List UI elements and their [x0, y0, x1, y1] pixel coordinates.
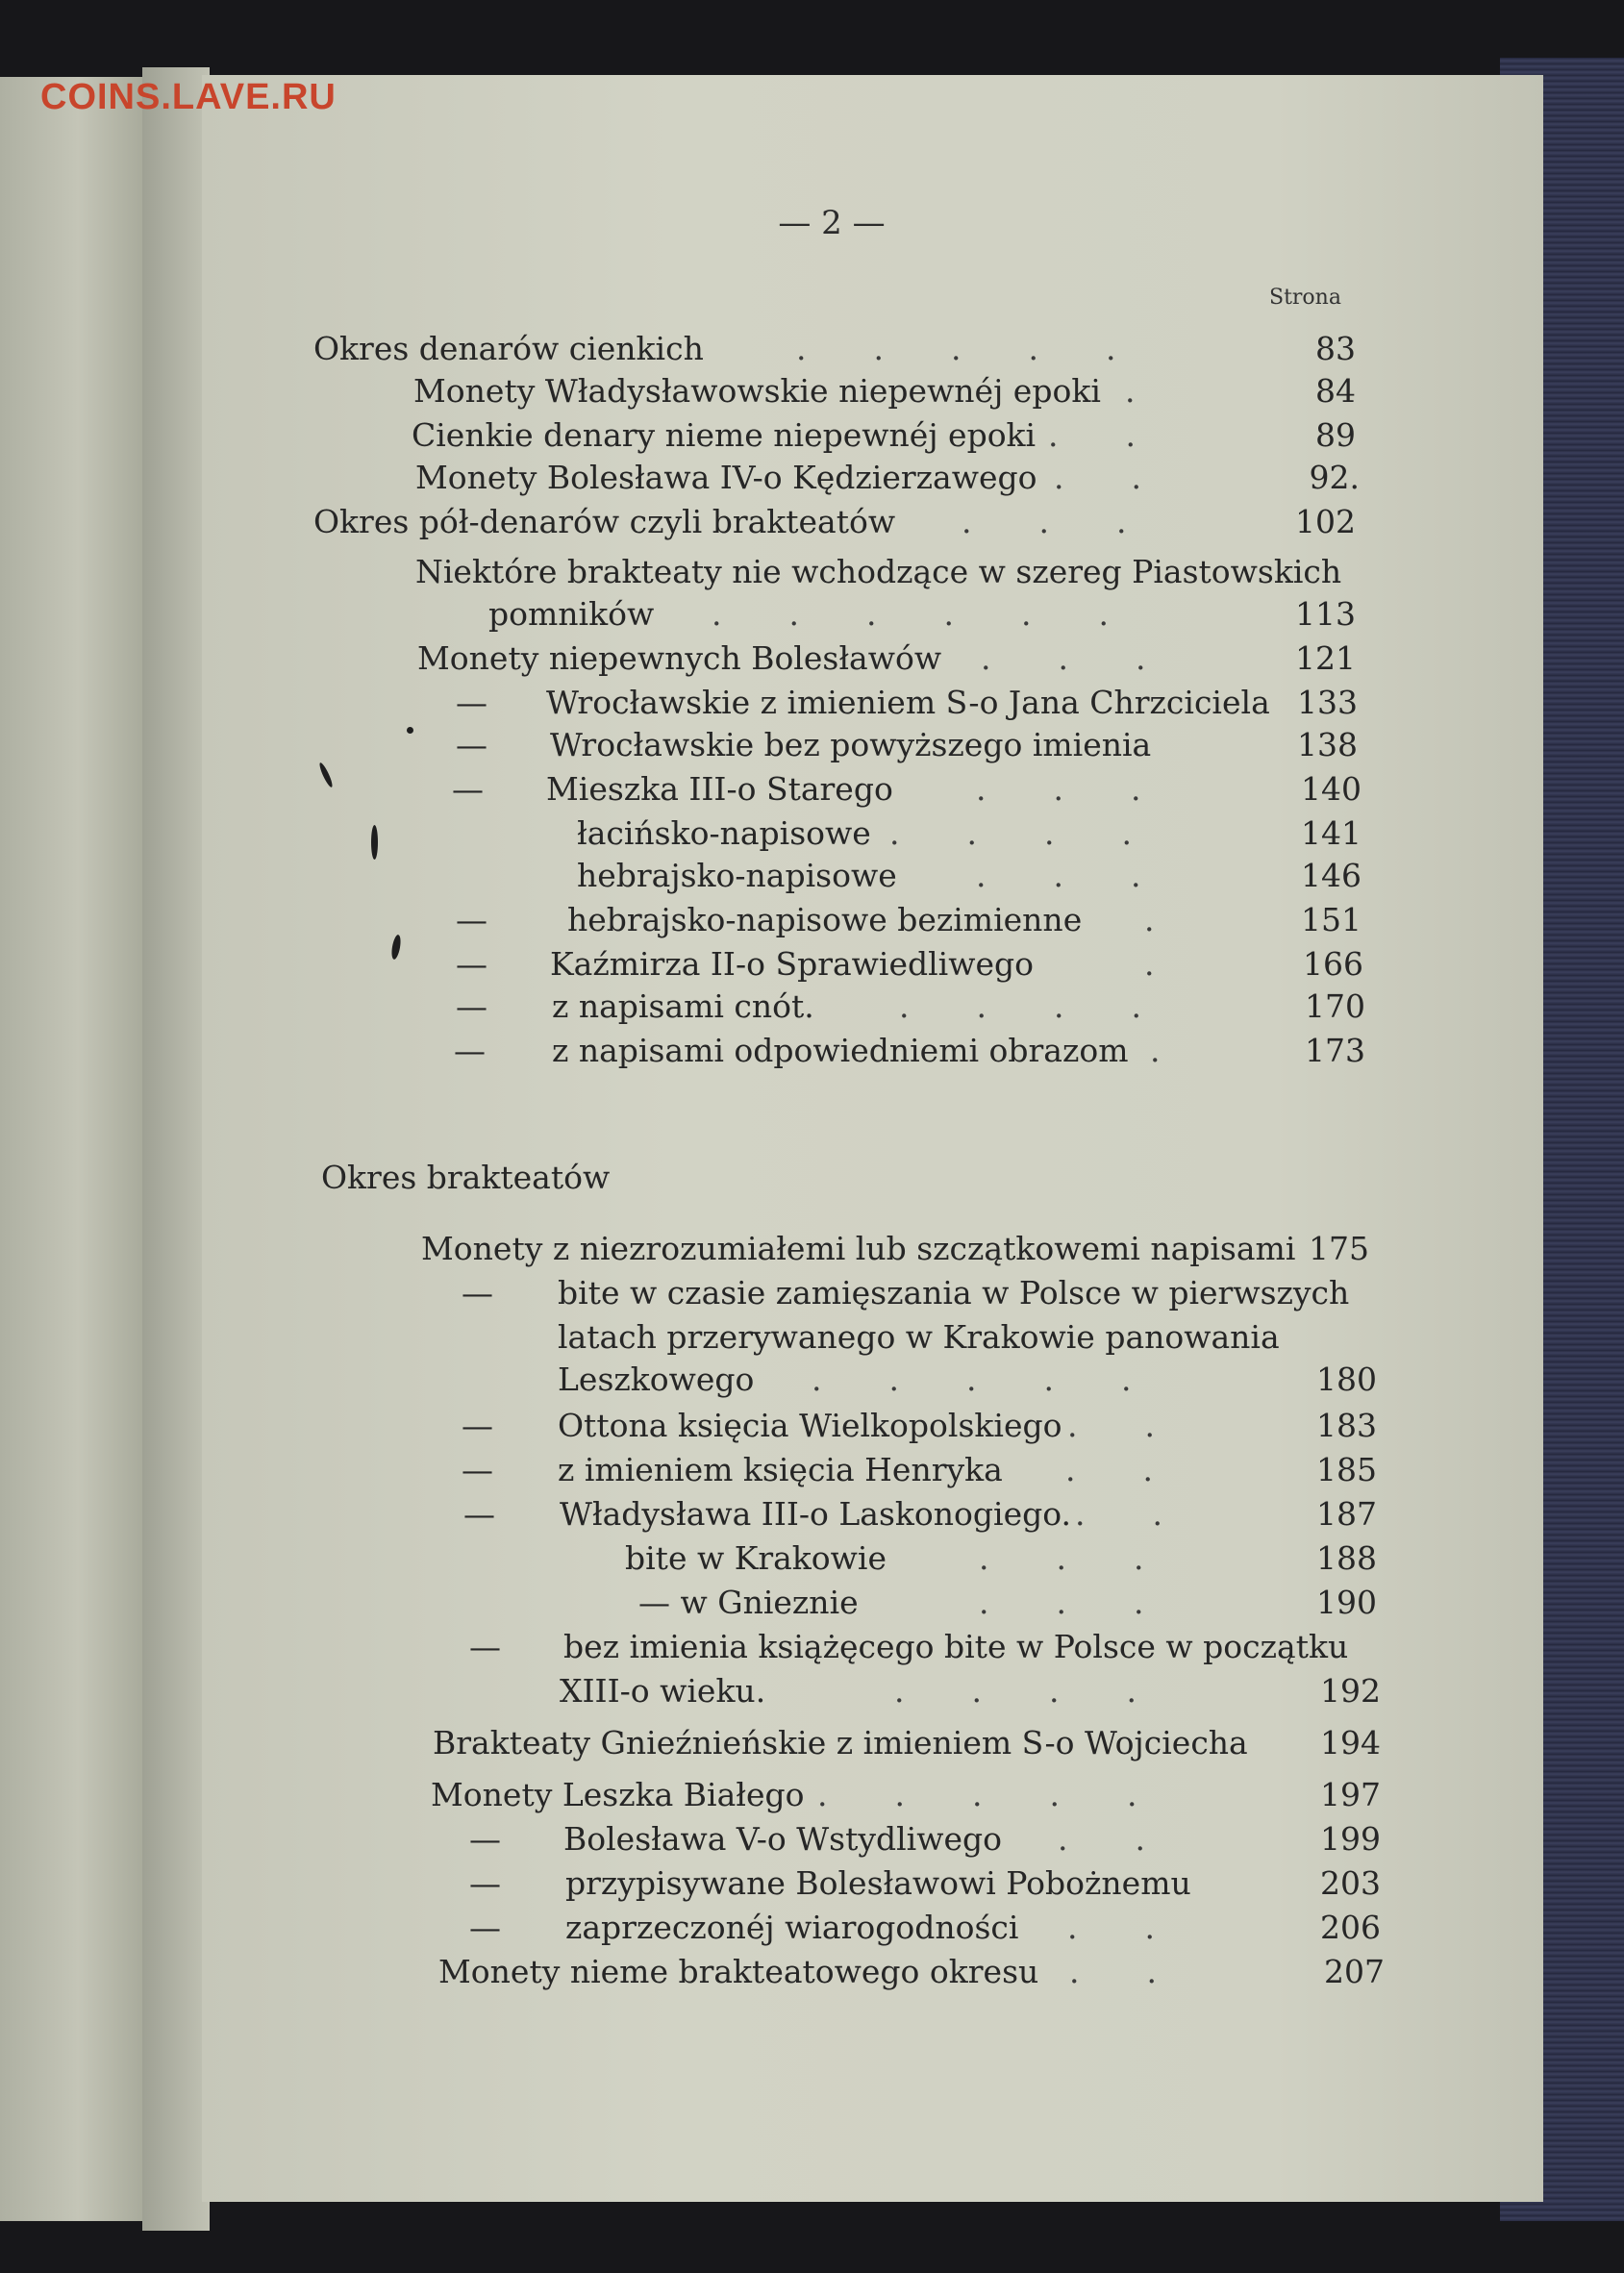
leader-dots: . [1144, 901, 1222, 938]
toc-entry-dash: — [469, 1864, 501, 1902]
toc-entry [0, 812, 1500, 856]
toc-entry-title: latach przerywanego w Krakowie panowania [558, 1318, 1280, 1356]
toc-entry-page: 113 [1295, 595, 1356, 633]
toc-entry [0, 1906, 1500, 1950]
toc-entry-title: Monety Władysławowskie niepewnéj epoki [413, 372, 1101, 410]
toc-entry [0, 767, 1500, 812]
toc-entry [0, 723, 1500, 767]
toc-entry [0, 1669, 1500, 1713]
toc-entry-page: 83 [1315, 330, 1356, 367]
toc-entry-page: 84 [1315, 372, 1356, 410]
toc-entry [0, 1581, 1500, 1625]
toc-entry-title: Monety Bolesława IV-o Kędzierzawego [415, 459, 1037, 496]
leader-dots: .. [1067, 1407, 1222, 1444]
page-number: — 2 — [778, 204, 886, 242]
leader-dots: .. [1075, 1495, 1230, 1533]
leader-dots: . [1144, 945, 1222, 983]
toc-entry-page: 92. [1309, 459, 1360, 496]
toc-entry-dash: — [456, 684, 487, 721]
toc-entry-title: Ottona księcia Wielkopolskiego [558, 1407, 1062, 1444]
toc-entry-title: Mieszka III-o Starego [546, 770, 893, 808]
toc-entry [0, 592, 1500, 637]
toc-entry-page: 187 [1316, 1495, 1377, 1533]
toc-entry-page: 203 [1320, 1864, 1381, 1902]
toc-entry-title: hebrajsko-napisowe [577, 857, 897, 894]
toc-entry-dash: — [462, 1451, 493, 1488]
toc-entry-page: 121 [1295, 639, 1356, 677]
toc-entry-title: zaprzeczonéj wiarogodności [565, 1909, 1019, 1946]
toc-entry-title: bite w Krakowie [625, 1539, 887, 1577]
toc-entry-page: 185 [1316, 1451, 1377, 1488]
toc-entry-title: Wrocławskie z imieniem S-o Jana Chrzciciela [546, 684, 1270, 721]
toc-entry-title: przypisywane Bolesławowi Pobożnemu [565, 1864, 1191, 1902]
toc-entry [0, 681, 1500, 725]
toc-entry [0, 985, 1500, 1029]
toc-entry-dash: — [452, 770, 484, 808]
leader-dots: . [1150, 1032, 1228, 1069]
toc-entry-page: 199 [1320, 1820, 1381, 1858]
toc-entry [0, 1817, 1500, 1861]
toc-entry-page: 194 [1320, 1724, 1381, 1761]
toc-entry-page: 170 [1305, 987, 1365, 1025]
toc-entry [0, 637, 1500, 681]
toc-entry-page: 206 [1320, 1909, 1381, 1946]
toc-entry-title: Niektóre brakteaty nie wchodzące w szereg Piastowskich [415, 553, 1342, 590]
toc-entry-page: 146 [1301, 857, 1362, 894]
toc-entry-title: z napisami cnót. [552, 987, 814, 1025]
toc-entry-title: bite w czasie zamięszania w Polsce w pierwszych [558, 1274, 1350, 1311]
leader-dots: ..... [817, 1776, 1205, 1813]
toc-entry-page: 175 [1309, 1230, 1369, 1267]
leader-dots: . [1125, 372, 1203, 410]
toc-entry [0, 456, 1500, 500]
toc-entry-dash: — [469, 1628, 501, 1665]
toc-entry [0, 1950, 1500, 1994]
toc-entry [0, 1156, 1500, 1200]
leader-dots: ..... [796, 330, 1184, 367]
toc-entry [0, 1271, 1500, 1315]
toc-entry [0, 942, 1500, 987]
toc-entry-page: 173 [1305, 1032, 1365, 1069]
toc-entry-dash: — [462, 1274, 493, 1311]
toc-entry-title: Okres pół-denarów czyli brakteatów [313, 503, 896, 540]
leader-dots: ... [976, 770, 1209, 808]
toc-entry-page: 138 [1297, 726, 1358, 763]
leader-dots: .. [1069, 1953, 1224, 1990]
toc-entry-title: Monety z niezrozumiałemi lub szczątkowemi napisami [421, 1230, 1296, 1267]
toc-entry-dash: — [469, 1909, 501, 1946]
toc-entry-title: z napisami odpowiedniemi obrazom [552, 1032, 1129, 1069]
toc-entry [0, 1315, 1500, 1360]
leader-dots: .... [894, 1672, 1204, 1710]
toc-entry-page: 192 [1320, 1672, 1381, 1710]
toc-entry-page: 188 [1316, 1539, 1377, 1577]
toc-entry-dash: — [463, 1495, 495, 1533]
leader-dots: .... [889, 814, 1199, 852]
toc-entry-title: Okres denarów cienkich [313, 330, 704, 367]
leader-dots: ... [979, 1539, 1212, 1577]
leader-dots: .. [1067, 1909, 1222, 1946]
toc-entry-title: — w Gnieznie [638, 1584, 859, 1621]
toc-entry-title: Okres brakteatów [321, 1159, 611, 1196]
toc-entry [0, 500, 1500, 544]
toc-entry-title: z imieniem księcia Henryka [558, 1451, 1003, 1488]
leader-dots: .. [1048, 416, 1203, 454]
leader-dots: .. [1054, 459, 1209, 496]
watermark: COINS.LAVE.RU [40, 77, 337, 117]
toc-entry-page: 102 [1295, 503, 1356, 540]
toc-entry [0, 1721, 1500, 1765]
leader-dots: ...... [712, 595, 1176, 633]
toc-entry-page: 190 [1316, 1584, 1377, 1621]
toc-entry [0, 369, 1500, 413]
leader-dots: ... [962, 503, 1194, 540]
toc-entry [0, 1625, 1500, 1669]
toc-entry-title: Bolesława V-o Wstydliwego [563, 1820, 1002, 1858]
leader-dots: ..... [812, 1361, 1199, 1398]
toc-entry [0, 1227, 1500, 1271]
toc-entry-dash: — [456, 987, 487, 1025]
toc-entry-title: pomników [488, 595, 655, 633]
toc-entry-page: 140 [1301, 770, 1362, 808]
toc-entry [0, 327, 1500, 371]
leader-dots: ... [976, 857, 1209, 894]
toc-entry-title: łacińsko-napisowe [577, 814, 871, 852]
toc-entry [0, 1492, 1500, 1536]
toc-entry [0, 413, 1500, 458]
toc-entry-page: 141 [1301, 814, 1362, 852]
toc-entry-page: 180 [1316, 1361, 1377, 1398]
toc-entry-page: 151 [1301, 901, 1362, 938]
toc-entry-page: 183 [1316, 1407, 1377, 1444]
toc-entry-title: Monety nieme brakteatowego okresu [438, 1953, 1039, 1990]
toc-entry-title: Kaźmirza II-o Sprawiedliwego [550, 945, 1034, 983]
toc-entry-page: 197 [1320, 1776, 1381, 1813]
toc-entry [0, 1358, 1500, 1402]
toc-entry-title: hebrajsko-napisowe bezimienne [567, 901, 1083, 938]
toc-entry [0, 550, 1500, 594]
toc-entry [0, 1861, 1500, 1906]
toc-entry-page: 133 [1297, 684, 1358, 721]
toc-entry [0, 1773, 1500, 1817]
toc-entry-page: 207 [1324, 1953, 1385, 1990]
toc-entry [0, 854, 1500, 898]
toc-entry [0, 1404, 1500, 1448]
toc-entry-page: 166 [1303, 945, 1363, 983]
column-header-strona: Strona [1269, 286, 1341, 310]
leader-dots: .... [899, 987, 1209, 1025]
toc-entry-dash: — [454, 1032, 486, 1069]
toc-entry-dash: — [456, 945, 487, 983]
leader-dots: .. [1058, 1820, 1212, 1858]
leader-dots: ... [981, 639, 1213, 677]
toc-entry-title: Monety niepewnych Bolesławów [417, 639, 942, 677]
toc-entry-dash: — [462, 1407, 493, 1444]
toc-entry [0, 1536, 1500, 1581]
toc-entry-title: Leszkowego [558, 1361, 755, 1398]
toc-entry-title: Monety Leszka Białego [431, 1776, 805, 1813]
toc-entry-title: Brakteaty Gnieźnieńskie z imieniem S-o Wojciecha [433, 1724, 1248, 1761]
toc-entry [0, 1029, 1500, 1073]
toc-entry [0, 898, 1500, 942]
toc-entry-dash: — [456, 901, 487, 938]
toc-entry-dash: — [469, 1820, 501, 1858]
toc-entry-title: XIII-o wieku. [560, 1672, 766, 1710]
toc-entry-title: Wrocławskie bez powyższego imienia [550, 726, 1152, 763]
toc-entry [0, 1448, 1500, 1492]
toc-entry-title: bez imienia książęcego bite w Polsce w początku [563, 1628, 1349, 1665]
leader-dots: ... [979, 1584, 1212, 1621]
toc-entry-title: Cienkie denary nieme niepewnéj epoki [412, 416, 1037, 454]
toc-entry-title: Władysława III-o Laskonogiego. [560, 1495, 1072, 1533]
toc-entry-dash: — [456, 726, 487, 763]
leader-dots: .. [1065, 1451, 1220, 1488]
toc-entry-page: 89 [1315, 416, 1356, 454]
